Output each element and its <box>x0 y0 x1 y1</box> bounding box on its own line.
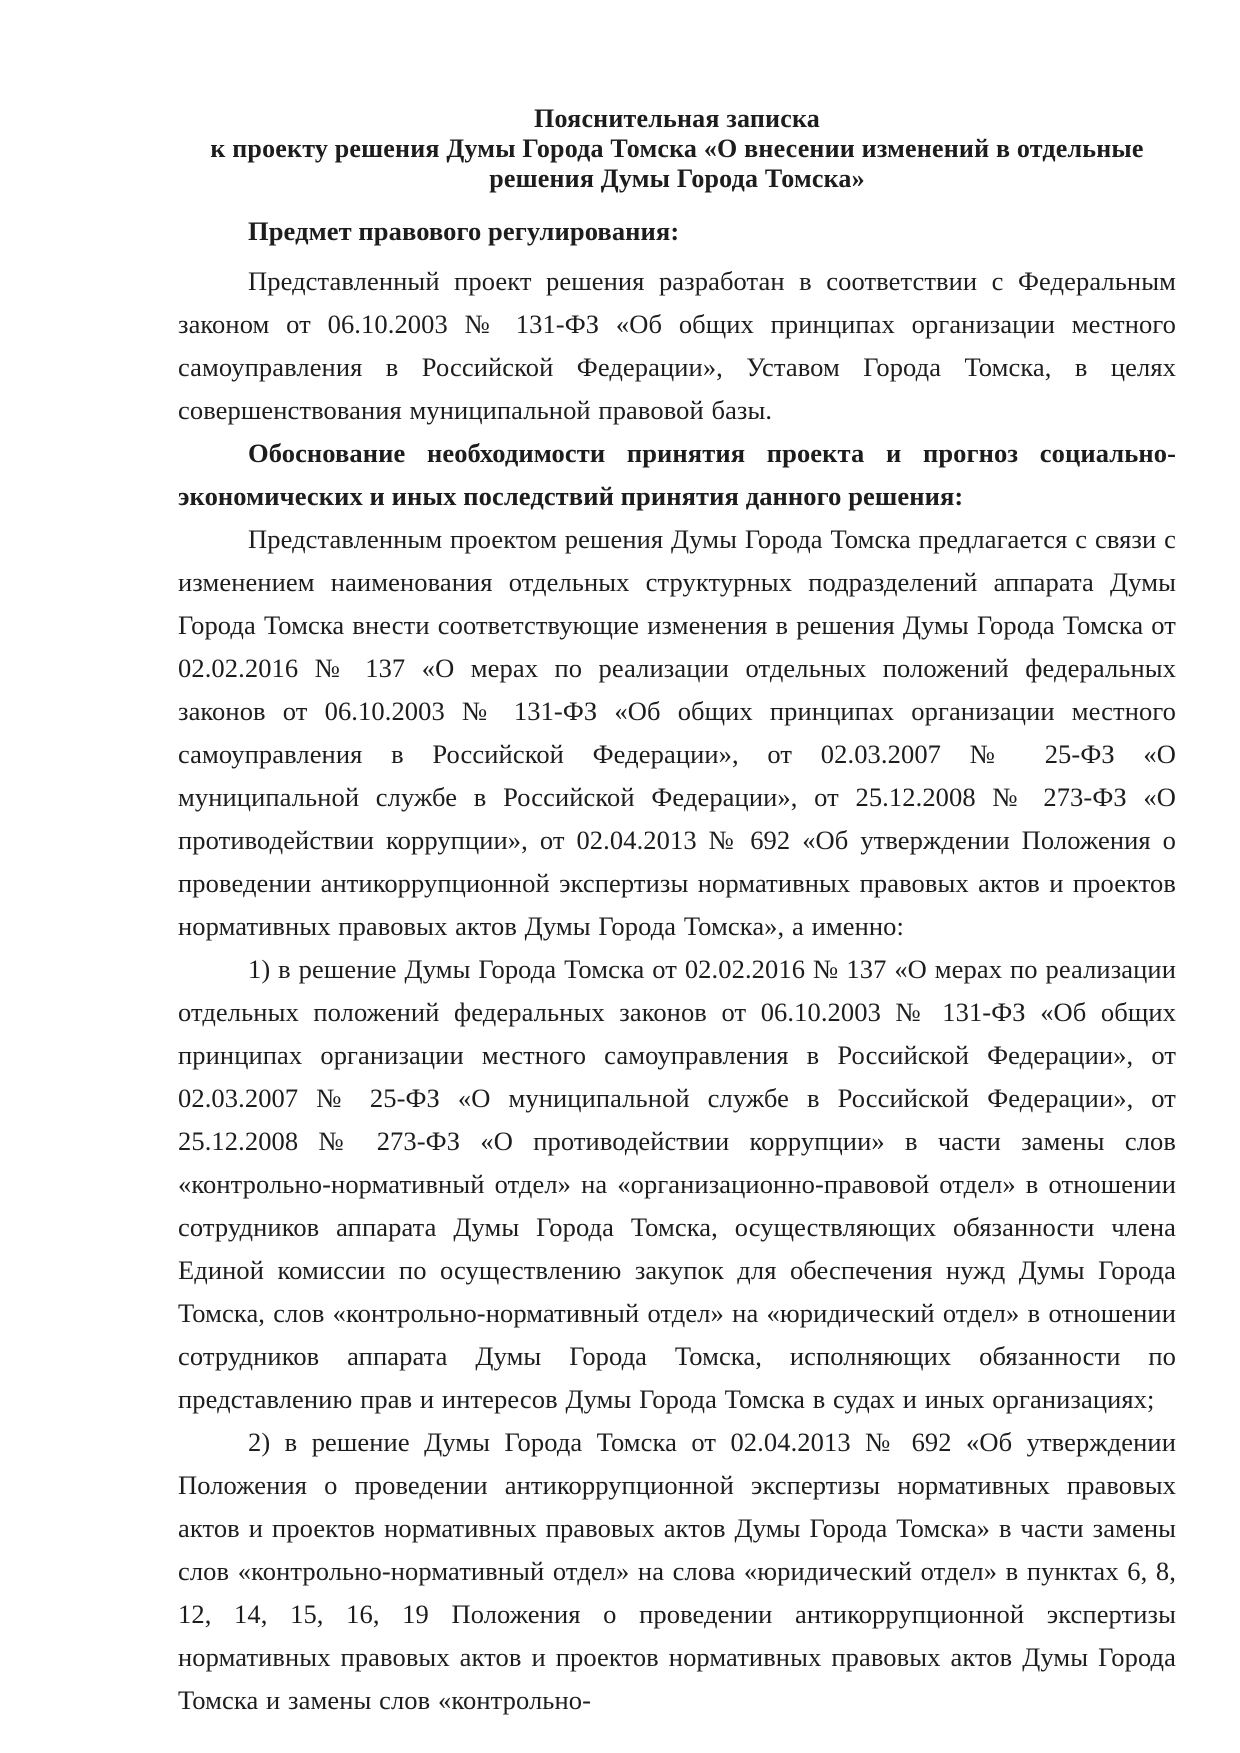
document-title <box>178 104 1176 194</box>
paragraph-intro: Представленным проектом решения Думы Города Томска предлагается с связи с изменением наименования отдельных структурных подразделений аппарата Думы Города Томска внести соответствующие изменения в решения Думы Города Томска от 02.02.2016 № 137 «О мерах по реализации отдельных положений федеральных законов от 06.10.2003 № 131-ФЗ «Об общих принципах организации местного самоуправления в Российской Федерации», от 02.03.2007 № 25-ФЗ «О муниципальной службе в Российской Федерации», от 25.12.2008 № 273-ФЗ «О противодействии коррупции», от 02.04.2013 № 692 «Об утверждении Положения о проведении антикоррупционной экспертизы нормативных правовых актов и проектов нормативных правовых актов Думы Города Томска», а именно: <box>178 524 1176 941</box>
paragraph-legal-basis: Представленный проект решения разработан в соответствии с Федеральным законом от 06.10.2003 № 131-ФЗ «Об общих принципах организации местного самоуправления в Российской Федерации», Уставом Города Томска, в целях совершенствования муниципальной правовой базы. <box>178 266 1176 425</box>
section-heading-subject: Предмет правового регулирования: <box>248 216 680 246</box>
title-line-1: Пояснительная записка <box>534 104 820 133</box>
document-body <box>178 210 1176 1722</box>
paragraph-item-2: 2) в решение Думы Города Томска от 02.04.2013 № 692 «Об утверждении Положения о проведении антикоррупционной экспертизы нормативных правовых актов и проектов нормативных правовых актов Думы Города Томска» в части замены слов «контрольно-нормативный отдел» на слова «юридический отдел» в пунктах 6, 8, 12, 14, 15, 16, 19 Положения о проведении антикоррупционной экспертизы нормативных правовых актов и проектов нормативных правовых актов Думы Города Томска и замены слов «контрольно- <box>178 1427 1176 1715</box>
section-heading-justification: Обоснование необходимости принятия проекта и прогноз социально-экономических и иных последствий принятия данного решения: <box>178 438 1176 511</box>
title-line-3: решения Думы Города Томска» <box>489 164 865 193</box>
document-content <box>178 104 1176 1722</box>
paragraph-item-1: 1) в решение Думы Города Томска от 02.02.2016 № 137 «О мерах по реализации отдельных положений федеральных законов от 06.10.2003 № 131-ФЗ «Об общих принципах организации местного самоуправления в Российской Федерации», от 02.03.2007 № 25-ФЗ «О муниципальной службе в Российской Федерации», от 25.12.2008 № 273-ФЗ «О противодействии коррупции» в части замены слов «контрольно-нормативный отдел» на «организационно-правовой отдел» в отношении сотрудников аппарата Думы Города Томска, осуществляющих обязанности члена Единой комиссии по осуществлению закупок для обеспечения нужд Думы Города Томска, слов «контрольно-нормативный отдел» на «юридический отдел» в отношении сотрудников аппарата Думы Города Томска, исполняющих обязанности по представлению прав и интересов Думы Города Томска в судах и иных организациях; <box>178 954 1176 1414</box>
title-line-2: к проекту решения Думы Города Томска «О внесении изменений в отдельные <box>210 134 1144 163</box>
